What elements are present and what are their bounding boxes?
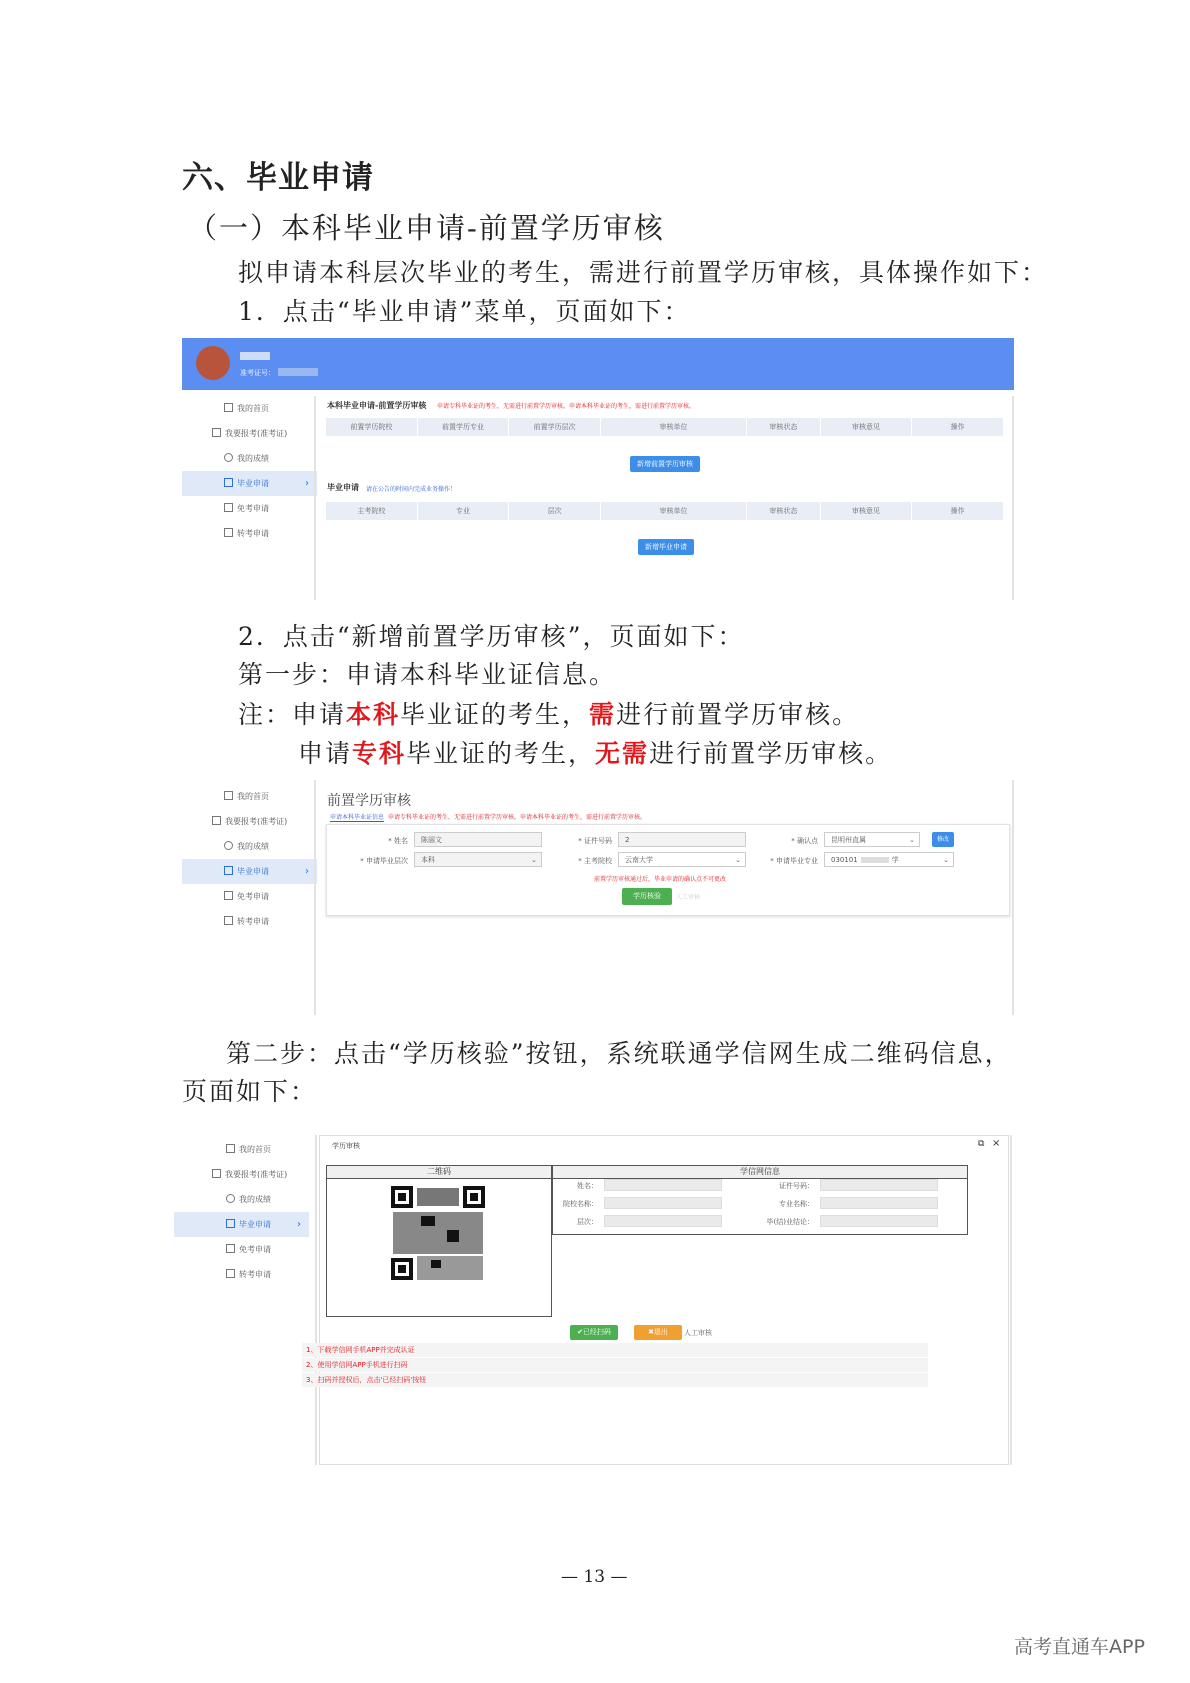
chevron-right-icon: › <box>305 478 309 489</box>
instruction-2: 2、使用学信网APP手机进行扫码 <box>302 1358 928 1372</box>
step1-text: 1．点击“毕业申请”菜单，页面如下： <box>238 297 691 326</box>
sidebar-item-graduation[interactable] <box>174 1212 309 1237</box>
note-text: 毕业证的考生， <box>406 739 596 768</box>
sidebar-item-register[interactable] <box>174 1162 309 1187</box>
exemption-icon <box>226 1244 235 1253</box>
graduation-icon <box>224 866 233 875</box>
form-tab[interactable]: 申请本科毕业证信息 <box>330 814 385 821</box>
table-header-cell: 前置学历专业 <box>418 418 510 436</box>
sidebar-item-label: 转考申请 <box>237 529 269 538</box>
table-header-cell: 前置学历层次 <box>509 418 601 436</box>
sidebar-item-graduation[interactable] <box>182 859 317 884</box>
info-value-level <box>604 1215 722 1227</box>
sidebar-item-label: 免考申请 <box>237 892 269 901</box>
sidebar-item-transfer[interactable] <box>182 521 317 546</box>
table-header-cell: 审核单位 <box>601 418 747 436</box>
school-label: * 主考院校 <box>578 857 612 865</box>
close-icon[interactable]: × <box>992 1138 1001 1149</box>
sidebar-item-scores[interactable] <box>174 1187 309 1212</box>
section2-title: 毕业申请 <box>327 483 359 492</box>
section1-title: 本科毕业申请-前置学历审核 <box>327 401 427 410</box>
table-header-cell: 审核意见 <box>821 502 913 520</box>
section1-note: 申请专科毕业证的考生，无需进行前置学历审核。申请本科毕业证的考生，需进行前置学历审核。 <box>437 403 696 410</box>
sidebar-item-transfer[interactable] <box>174 1262 309 1287</box>
sidebar-item-scores[interactable] <box>182 834 317 859</box>
info-label-id: 证件号码： <box>779 1182 814 1190</box>
sidebar-item-exemption[interactable] <box>182 884 317 909</box>
user-icon <box>224 453 233 462</box>
sidebar-nav <box>174 1137 309 1287</box>
chevron-down-icon: ⌄ <box>531 856 537 864</box>
table-header-cell: 操作 <box>912 418 1004 436</box>
major-suffix: 学 <box>891 856 899 864</box>
transfer-icon <box>224 528 233 537</box>
note-highlight: 本科 <box>346 700 401 729</box>
sidebar-item-home[interactable] <box>174 1137 309 1162</box>
sidebar-item-home[interactable] <box>182 784 317 809</box>
sidebar-item-label: 我的成绩 <box>239 1195 271 1204</box>
manual-review-link[interactable]: 人工审核 <box>676 894 701 901</box>
sidebar-item-label: 我的首页 <box>239 1145 271 1154</box>
qr-code <box>391 1186 485 1280</box>
modify-button[interactable]: 修改 <box>932 832 954 847</box>
exit-button[interactable]: ✖退出 <box>634 1325 682 1340</box>
major-select[interactable] <box>824 852 954 867</box>
chevron-right-icon: › <box>297 1219 301 1230</box>
note-text: 进行前置学历审核。 <box>649 739 893 768</box>
step-second-line1: 第二步：点击“学历核验”按钮，系统联通学信网生成二维码信息， <box>226 1039 1012 1068</box>
manual-review-link[interactable]: 人工审核 <box>684 1329 712 1337</box>
note-line1 <box>238 695 859 731</box>
sidebar-item-label: 毕业申请 <box>239 1220 271 1229</box>
info-header: 学信网信息 <box>553 1166 967 1179</box>
transfer-icon <box>224 916 233 925</box>
name-field[interactable]: 陈丽文 <box>414 832 542 847</box>
note-text: 毕业证的考生， <box>400 700 590 729</box>
note-highlight: 无需 <box>595 739 650 768</box>
graduation-level-select[interactable] <box>414 852 542 867</box>
graduation-level-label: * 申请毕业层次 <box>360 857 408 865</box>
info-value-name <box>604 1179 722 1191</box>
dialog-title: 学历审核 <box>332 1142 360 1150</box>
form-title: 前置学历审核 <box>327 793 411 809</box>
page-number: — 13 — <box>561 1567 628 1587</box>
sidebar-item-exemption[interactable] <box>182 496 317 521</box>
graduation-icon <box>224 478 233 487</box>
info-label-level: 层次： <box>577 1218 598 1226</box>
sidebar-item-label: 我的成绩 <box>237 842 269 851</box>
ticket-number-blurred <box>278 368 318 376</box>
major-label: * 申请毕业专业 <box>770 857 818 865</box>
register-icon <box>212 428 221 437</box>
sidebar-item-register[interactable] <box>182 421 317 446</box>
table1-header <box>326 418 1004 436</box>
exemption-icon <box>224 503 233 512</box>
chevron-down-icon: ⌄ <box>943 856 949 864</box>
school-select[interactable] <box>618 852 746 867</box>
intro-paragraph: 拟申请本科层次毕业的考生，需进行前置学历审核，具体操作如下： <box>238 258 1049 287</box>
sidebar-item-scores[interactable] <box>182 446 317 471</box>
verify-education-button[interactable]: 学历核验 <box>622 888 672 905</box>
exemption-icon <box>224 891 233 900</box>
info-value-school <box>604 1197 722 1209</box>
sidebar-item-label: 毕业申请 <box>237 867 269 876</box>
add-pre-education-button[interactable]: 新增前置学历审核 <box>630 456 700 472</box>
confirm-point-value: 昆明州直属 <box>831 836 866 844</box>
id-number-label: * 证件号码 <box>578 837 612 845</box>
table2-header <box>326 502 1004 520</box>
step2-text: 2．点击“新增前置学历审核”，页面如下： <box>238 622 745 651</box>
register-icon <box>212 1169 221 1178</box>
sidebar-item-label: 我要报考(准考证) <box>225 817 288 826</box>
note-line2 <box>298 734 892 770</box>
graduation-level-value: 本科 <box>421 856 435 864</box>
user-icon <box>224 841 233 850</box>
note-text: 申请 <box>298 739 353 768</box>
confirm-warning: 前置学历审核通过后，毕业申请的确认点不可更改 <box>594 876 727 883</box>
sidebar-item-label: 免考申请 <box>239 1245 271 1254</box>
sidebar-nav <box>182 784 317 934</box>
table-header-cell: 主考院校 <box>326 502 418 520</box>
home-icon <box>224 403 233 412</box>
watermark: 高考直通车APP <box>1014 1636 1145 1658</box>
sidebar-item-transfer[interactable] <box>182 909 317 934</box>
subsection-title: （一）本科毕业申请-前置学历审核 <box>188 211 665 245</box>
table-header-cell: 前置学历院校 <box>326 418 418 436</box>
chevron-right-icon: › <box>305 866 309 877</box>
table-header-cell: 审核状态 <box>747 418 821 436</box>
info-value-major <box>820 1197 938 1209</box>
chevron-down-icon: ⌄ <box>735 856 741 864</box>
info-label-conclusion: 毕(结)业结论： <box>766 1218 814 1226</box>
section2-note: 请在公告的时间内完成业务操作！ <box>366 486 457 493</box>
table-header-cell: 专业 <box>418 502 510 520</box>
avatar <box>196 346 230 380</box>
sidebar-item-label: 转考申请 <box>237 917 269 926</box>
name-label: * 姓名 <box>388 837 408 845</box>
transfer-icon <box>226 1269 235 1278</box>
table-header-cell: 审核状态 <box>747 502 821 520</box>
graduation-icon <box>226 1219 235 1228</box>
qr-panel <box>326 1165 552 1317</box>
add-graduation-button[interactable]: 新增毕业申请 <box>638 539 694 555</box>
note-text: 进行前置学历审核。 <box>616 700 860 729</box>
sidebar-item-home[interactable] <box>182 396 317 421</box>
table-header-cell: 审核单位 <box>601 502 747 520</box>
sidebar-item-label: 毕业申请 <box>237 479 269 488</box>
major-value: 030101 <box>831 856 858 864</box>
info-label-major: 专业名称： <box>779 1200 814 1208</box>
user-name-blurred <box>240 352 270 360</box>
step-second-line2: 页面如下： <box>182 1077 318 1106</box>
qr-header: 二维码 <box>327 1166 551 1179</box>
instruction-1: 1、下载学信网手机APP并完成认证 <box>302 1343 928 1357</box>
portal-header <box>182 338 1014 390</box>
section-title: 六、毕业申请 <box>182 160 374 196</box>
sidebar-item-label: 我要报考(准考证) <box>225 1170 288 1179</box>
sidebar-item-label: 转考申请 <box>239 1270 271 1279</box>
screenshot-qr-verification <box>174 1135 1012 1465</box>
home-icon <box>224 791 233 800</box>
user-icon <box>226 1194 235 1203</box>
info-label-school: 院校名称： <box>563 1200 598 1208</box>
info-label-name: 姓名： <box>577 1182 598 1190</box>
home-icon <box>226 1144 235 1153</box>
maximize-icon[interactable]: ⧉ <box>978 1139 985 1149</box>
sidebar-nav <box>182 396 317 546</box>
register-icon <box>212 816 221 825</box>
ticket-number-label: 准考证号： <box>240 369 275 377</box>
note-text: 注：申请 <box>238 700 347 729</box>
sidebar-item-label: 我的首页 <box>237 792 269 801</box>
note-highlight: 需 <box>589 700 617 729</box>
table-header-cell: 层次 <box>509 502 601 520</box>
info-value-conclusion <box>820 1215 938 1227</box>
sidebar-item-graduation[interactable] <box>182 471 317 496</box>
chevron-down-icon: ⌄ <box>909 836 915 844</box>
blurred-region <box>861 857 889 863</box>
sidebar-item-label: 免考申请 <box>237 504 269 513</box>
note-highlight: 专科 <box>352 739 407 768</box>
id-number-field[interactable]: 2 <box>618 832 746 847</box>
table-header-cell: 审核意见 <box>821 418 913 436</box>
sidebar-item-exemption[interactable] <box>174 1237 309 1262</box>
table-header-cell: 操作 <box>912 502 1004 520</box>
sidebar-item-label: 我的首页 <box>237 404 269 413</box>
confirm-point-label: * 确认点 <box>791 837 818 845</box>
step-first-text: 第一步：申请本科毕业证信息。 <box>238 660 617 689</box>
sidebar-item-label: 我的成绩 <box>237 454 269 463</box>
sidebar-item-register[interactable] <box>182 809 317 834</box>
screenshot-graduation-menu <box>182 338 1014 600</box>
info-value-id <box>820 1179 938 1191</box>
form-note: 申请专科毕业证的考生，无需进行前置学历审核。申请本科毕业证的考生，需进行前置学历审核。 <box>388 814 647 821</box>
screenshot-pre-education-form <box>182 780 1014 1015</box>
school-value: 云南大学 <box>625 856 653 864</box>
already-scanned-button[interactable]: ✔已经扫码 <box>570 1325 618 1340</box>
confirm-point-select[interactable] <box>824 832 920 847</box>
sidebar-item-label: 我要报考(准考证) <box>225 429 288 438</box>
instruction-3: 3、扫码并授权后，点击'已经扫码'按钮 <box>302 1373 928 1387</box>
